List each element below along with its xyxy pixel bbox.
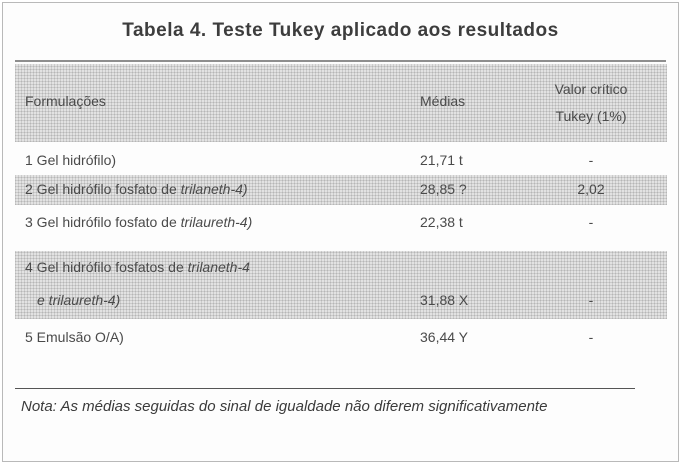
row-valor: - xyxy=(588,152,594,168)
table-header xyxy=(15,64,667,142)
row-media: 36,44 Y xyxy=(420,329,469,345)
row-label: 2 Gel hidrófilo fosfato de trilaneth-4) xyxy=(25,181,248,197)
table-row xyxy=(15,175,667,205)
table-row xyxy=(15,147,667,175)
row-media: 28,85 ? xyxy=(420,181,467,197)
table-title: Tabela 4. Teste Tukey aplicado aos resultados xyxy=(122,20,559,41)
row-valor: - xyxy=(588,329,594,345)
title-rule xyxy=(15,60,666,62)
row-label-continued: e trilaureth-4) xyxy=(37,292,121,308)
row-valor: 2,02 xyxy=(577,181,605,197)
row-valor: - xyxy=(588,214,594,230)
row-media: 21,71 t xyxy=(420,152,463,168)
row-label: 4 Gel hidrófilo fosfatos de trilaneth-4 xyxy=(25,259,250,275)
table-row xyxy=(15,323,667,355)
row-media: 31,88 X xyxy=(420,292,469,308)
row-label: 5 Emulsão O/A) xyxy=(25,329,124,345)
row-valor: - xyxy=(588,292,594,308)
row-label: 3 Gel hidrófilo fosfato de trilaureth-4) xyxy=(25,214,253,230)
table-frame xyxy=(2,2,679,462)
header-medias: Médias xyxy=(420,93,466,109)
row-label: 1 Gel hidrófilo) xyxy=(25,152,117,168)
header-tukey: Tukey (1%) xyxy=(555,108,627,124)
table-note: Nota: As médias seguidas do sinal de igualdade não diferem significativamente xyxy=(21,398,548,415)
table-row xyxy=(15,205,667,245)
table-row xyxy=(15,251,667,319)
header-formulacoes: Formulações xyxy=(25,93,106,109)
note-rule xyxy=(15,388,635,389)
header-valor-critico: Valor crítico xyxy=(554,81,628,97)
row-media: 22,38 t xyxy=(420,214,463,230)
